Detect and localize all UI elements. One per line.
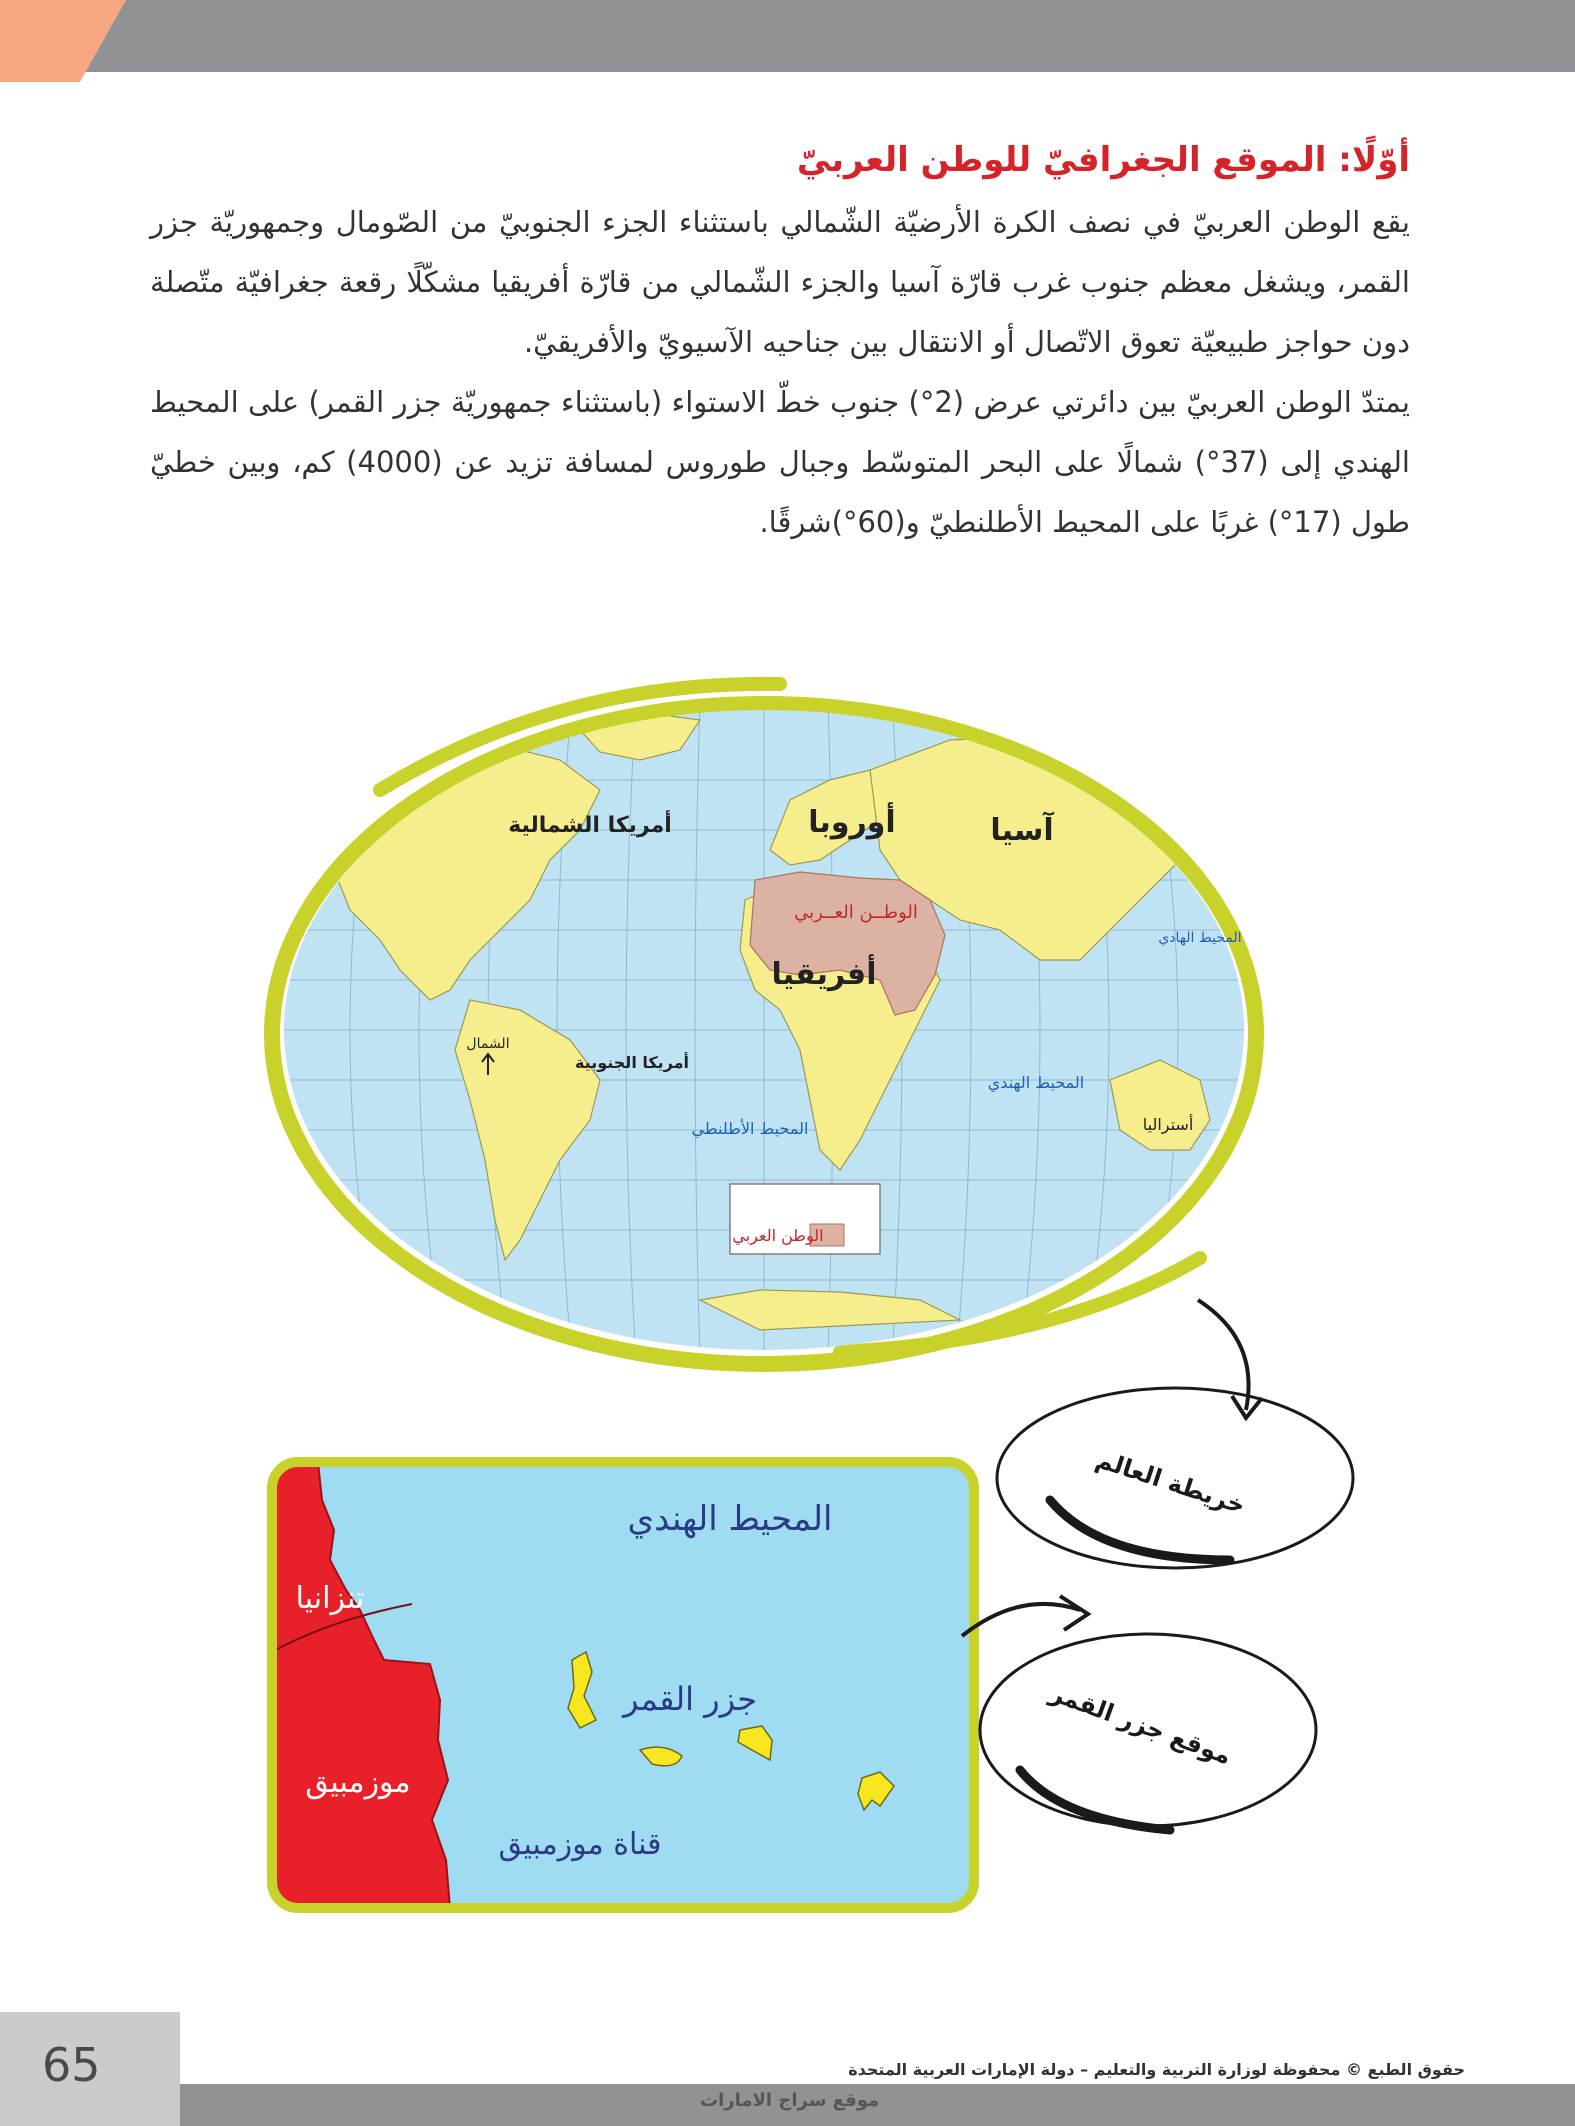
arrow-comoros-head [1060, 1596, 1088, 1630]
label-atlantic: المحيط الأطلنطي [691, 1119, 809, 1138]
label-europe: أوروبا [808, 805, 896, 840]
world-map-caption-bubble [997, 1388, 1353, 1568]
label-indian-ocean: المحيط الهندي [627, 1499, 833, 1539]
maps-figure [0, 640, 1575, 1940]
label-australia: أستراليا [1142, 1115, 1194, 1134]
top-bar [0, 0, 1575, 72]
world-map [270, 684, 1260, 1364]
label-north: الشمال [466, 1036, 510, 1052]
comoros-caption: موقع جزر القمر [1046, 1678, 1235, 1771]
label-channel: قناة موزمبيق [498, 1827, 662, 1862]
legend-label: الوطن العربي [732, 1226, 824, 1245]
section-heading: أوّلًا: الموقع الجغرافيّ للوطن العربيّ [796, 140, 1410, 180]
top-corner-accent [0, 0, 126, 82]
site-name: موقع سراج الامارات [700, 2090, 880, 2111]
label-south-america: أمريكا الجنوبية [574, 1053, 690, 1072]
paragraph-2: يمتدّ الوطن العربيّ بين دائرتي عرض (2°) جنوب خطّ الاستواء (باستثناء جمهوريّة جزر القمر) على المحيط الهندي إلى (37°) شمالًا على البحر المتوسّط وجبال طوروس لمسافة تزيد عن (4000) كم، وبين خطيّ طول (17°) غربًا على المحيط الأطلنطيّ و(60°)شرقًا. [150, 385, 1410, 539]
page-number: 65 [42, 2038, 101, 2092]
label-tanzania: تنزانيا [295, 1581, 365, 1616]
comoros-map [272, 1462, 974, 1908]
label-asia: آسيا [990, 813, 1054, 848]
text-block [150, 140, 1410, 552]
paragraph-1: يقع الوطن العربيّ في نصف الكرة الأرضيّة الشّمالي باستثناء الجزء الجنوبيّ من الصّومال وجمهوريّة جزر القمر، ويشغل معظم جنوب غرب قارّة آسيا والجزء الشّمالي من قارّة أفريقيا مشكّلًا رقعة جغرافيّة متّصلة دون حواجز طبيعيّة تعوق الاتّصال أو الانتقال بين جناحيه الآسيويّ والأفريقيّ. [150, 205, 1410, 359]
label-comoros: جزر القمر [622, 1680, 758, 1718]
label-arab-world: الوطــن العــربي [794, 902, 918, 923]
label-pacific: المحيط الهادي [1158, 930, 1242, 946]
label-africa: أفريقيا [771, 957, 877, 992]
label-north-america: أمريكا الشمالية [508, 813, 672, 838]
map-legend [730, 1184, 880, 1254]
label-indian: المحيط الهندي [987, 1073, 1085, 1092]
label-mozambique: موزمبيق [305, 1765, 411, 1800]
arrow-comoros-line [962, 1604, 1080, 1636]
copyright-text: حقوق الطبع © محفوظة لوزارة التربية والتعليم – دولة الإمارات العربية المتحدة [848, 2060, 1465, 2079]
comoros-caption-bubble [980, 1634, 1316, 1830]
world-map-caption: خريطة العالم [1092, 1445, 1249, 1520]
